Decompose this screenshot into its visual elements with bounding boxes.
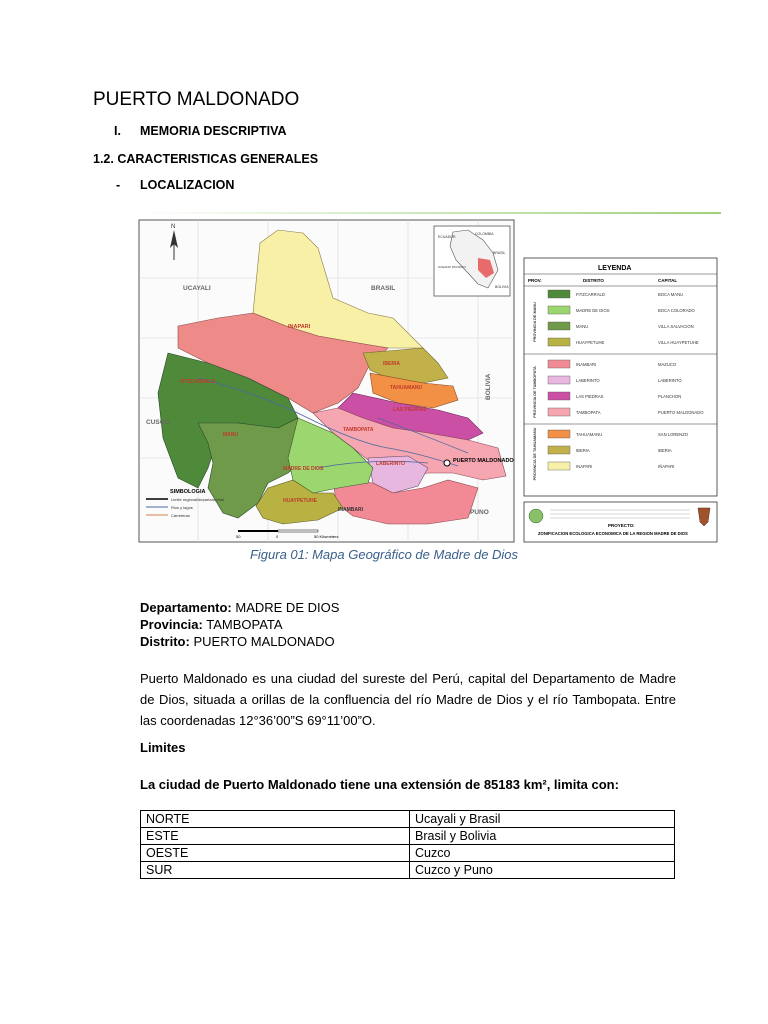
legend-district: HUAYPETUHE [576,340,605,345]
label-puno: PUNO [470,509,489,516]
legend-district: MADRE DE DIOS [576,308,610,313]
legend-title: LEYENDA [598,265,632,272]
label-manu: MANU [223,432,238,438]
dept-label: Departamento: [140,600,232,615]
legend-swatch [548,446,570,454]
legend-district: FITZCARRALD [576,292,605,297]
legend-capital: LABERINTO [658,378,682,383]
table-row [141,862,675,879]
project-box [524,502,717,542]
table-cell-direction: ESTE [141,828,410,845]
dist-label: Distrito: [140,634,190,649]
legend-district: MANU [576,324,589,329]
dept-value: MADRE DE DIOS [235,600,340,615]
inset-label-bolivia: BOLIVIA [495,285,509,289]
limits-description: La ciudad de Puerto Maldonado tiene una extensión de 85183 km², limita con: [140,777,619,792]
legend-swatch [548,430,570,438]
simbologia-item-rios: Rios y lagos [171,505,193,510]
simbologia-title: SIMBOLOGIA [170,489,206,495]
legend-district: LAS PIEDRAS [576,394,604,399]
label-las-piedras: LAS PIEDRAS [393,407,427,413]
table-cell-neighbor: Cuzco [410,845,675,862]
legend-swatch [548,338,570,346]
legend-district: IBERIA [576,448,590,453]
legend-district: TAHUAMANU [576,432,603,437]
inset-label-brasil: BRASIL [493,251,506,255]
inset-label-colombia: COLOMBIA [475,232,494,236]
legend-capital: PLANCHON [658,394,682,399]
page-title: PUERTO MALDONADO [93,89,300,110]
legend-swatch [548,306,570,314]
section-number: I. [114,124,121,138]
legend-province: PROVINCIA DE TAMBOPATA [533,366,537,418]
simbologia-item-limite: Limite regional/departamental [171,497,224,502]
legend-capital: VILLA HUAYPETUHE [658,340,699,345]
label-inapari: INAPARI [288,324,311,330]
dist-line [140,634,335,649]
dept-line [140,600,339,615]
legend-capital: BOCA COLORADO [658,308,695,313]
legend-swatch [548,322,570,330]
label-laberinto: LABERINTO [376,461,406,467]
section-title: MEMORIA DESCRIPTIVA [140,124,287,138]
legend-district: LABERINTO [576,378,600,383]
label-tahuamanu: TAHUAMANU [390,385,423,391]
legend-swatch [548,376,570,384]
city-marker-icon [444,460,450,466]
limits-title: Limites [140,740,186,755]
label-brasil: BRASIL [371,285,396,292]
figure-caption: Figura 01: Mapa Geográfico de Madre de Dios [249,547,519,562]
legend-capital: VILLA SALVACION [658,324,694,329]
label-fitzcarrald: FITZCARRALD [180,379,216,385]
subsection-title: 1.2. CARACTERISTICAS GENERALES [93,152,319,166]
project-label: PROYECTO: [608,523,635,528]
legend-district: INAMBARI [576,362,597,367]
legend-swatch [548,360,570,368]
label-bolivia: BOLIVIA [485,373,492,400]
city-label: PUERTO MALDONADO [453,458,514,464]
legend-header-prov: PROV. [528,278,542,283]
prov-label: Provincia: [140,617,203,632]
prov-value: TAMBOPATA [206,617,283,632]
legend-capital: MAZUCO [658,362,677,367]
table-row [141,811,675,828]
label-iberia: IBERIA [383,361,400,367]
label-inambari: INAMBARI [338,507,363,513]
legend-swatch [548,408,570,416]
legend-header-distrito: DISTRITO [583,278,604,283]
label-tambopata: TAMBOPATA [343,427,374,433]
legend-district: TAMBOPATA [576,410,601,415]
scale-label-zero: 0 [276,534,279,539]
scale-label-left: 50 [236,534,241,539]
simbologia-item-carreteras: Carreteras [171,513,190,518]
scale-label-right: 50 Kilometers [314,534,339,539]
north-label: N [171,224,176,230]
map-figure [138,218,722,544]
inset-label-ocean: OCEANO PACIFICO [438,265,466,269]
legend-swatch [548,392,570,400]
legend-district: INAPARI [576,464,593,469]
inset-label-ecuador: ECUADOR [438,235,456,239]
legend-header-capital: CAPITAL [658,278,678,283]
legend-capital: SAN LORENZO [658,432,689,437]
table-cell-neighbor: Cuzco y Puno [410,862,675,879]
table-cell-neighbor: Brasil y Bolivia [410,828,675,845]
description-paragraph: Puerto Maldonado es una ciudad del sureste del Perú, capital del Departamento de Madre de Dios, situada a orillas de la confluencia del río Madre de Dios y el río Tambopata. Entre las coordenadas 12°36’00”S 69°11’00”O. [140,671,676,728]
bullet-text: LOCALIZACION [140,178,235,192]
table-row [141,828,675,845]
label-cusco: CUSCO [146,419,170,426]
project-logo-icon [529,509,543,523]
legend-swatch [548,462,570,470]
table-cell-direction: NORTE [141,811,410,828]
limits-table [140,810,675,879]
bullet-marker: - [116,178,121,192]
legend-capital: BOCA MANU [658,292,684,297]
legend-province: PROVINCIA DE MANU [533,302,537,342]
legend-province: PROVINCIA DE TAHUAMANU [533,427,537,481]
label-huaypetuhe: HUAYPETUHE [283,498,317,504]
label-madre-de-dios: MADRE DE DIOS [283,466,324,472]
prov-line [140,617,283,632]
label-ucayali: UCAYALI [183,285,211,292]
dist-value: PUERTO MALDONADO [193,634,335,649]
legend-capital: IÑAPARI [658,464,675,469]
table-cell-neighbor: Ucayali y Brasil [410,811,675,828]
table-row [141,845,675,862]
table-cell-direction: OESTE [141,845,410,862]
legend-capital: IBERIA [658,448,672,453]
table-cell-direction: SUR [141,862,410,879]
project-text: ZONIFICACION ECOLOGICA ECONOMICA DE LA REGION MADRE DE DIOS [538,531,688,536]
legend-swatch [548,290,570,298]
legend-capital: PUERTO MALDONADO [658,410,704,415]
map-svg [138,218,722,544]
decorative-rule [138,212,721,214]
